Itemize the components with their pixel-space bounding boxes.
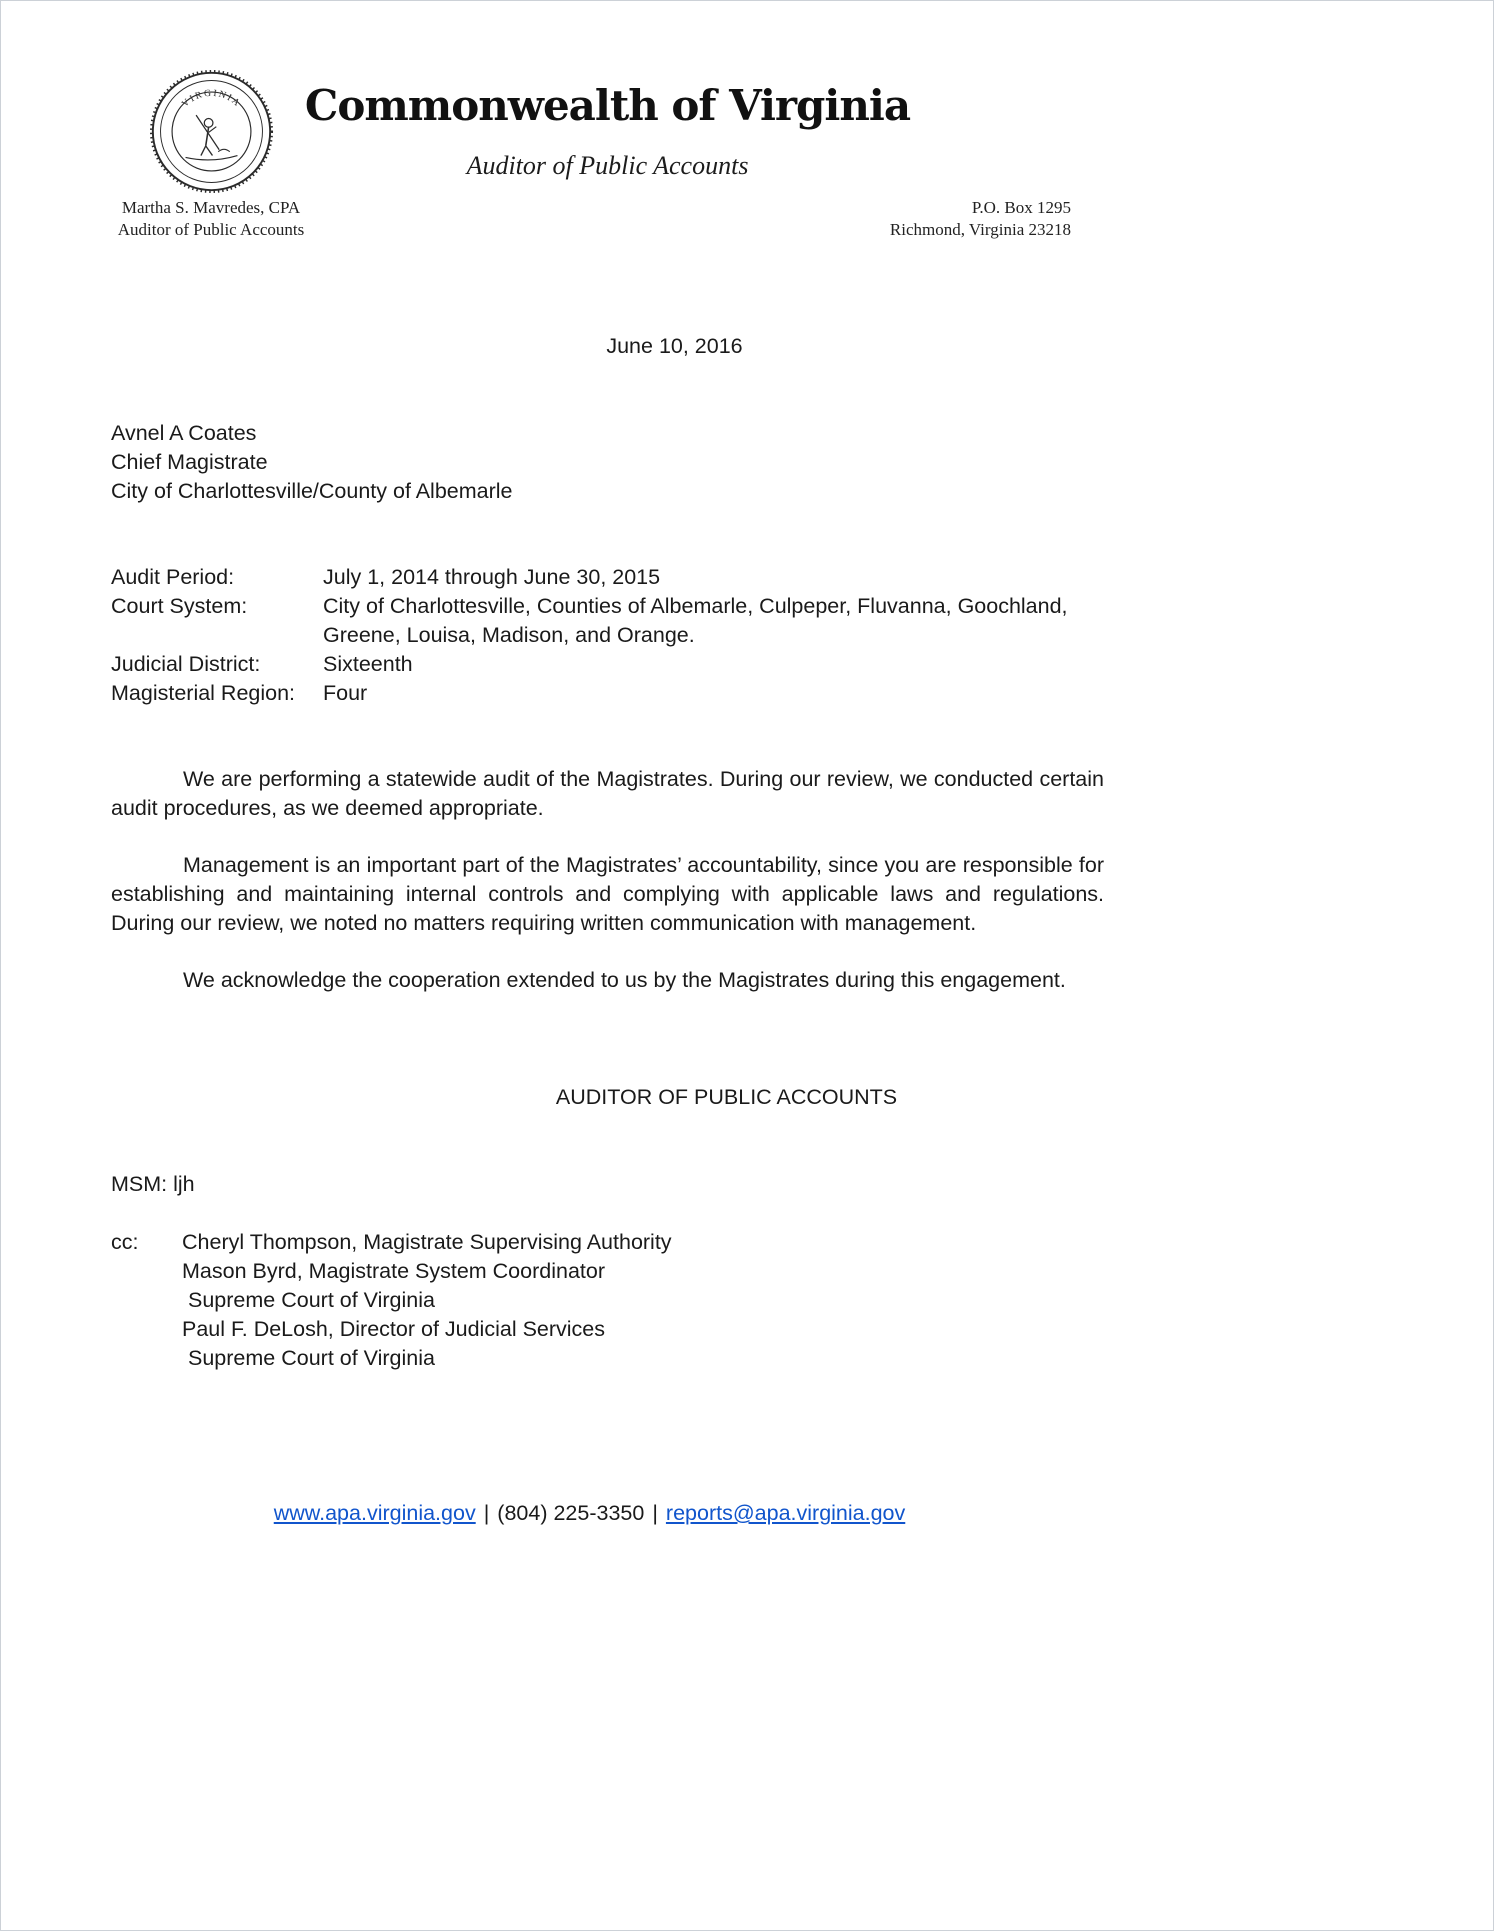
letter-date: June 10, 2016 <box>606 334 743 358</box>
footer-email-link[interactable]: reports@apa.virginia.gov <box>665 1501 906 1525</box>
body-paragraph-3: We acknowledge the cooperation extended to us by the Magistrates during this engagement. <box>183 968 1066 992</box>
footer-separator: | <box>652 1501 658 1525</box>
detail-label: Audit Period: <box>111 565 235 589</box>
detail-value: Sixteenth <box>323 652 413 676</box>
detail-label: Court System: <box>111 594 248 618</box>
body-paragraph-1: We are performing a statewide audit of the Magistrates. During our review, we conducted certain audit procedures, as we deemed appropriate. <box>111 767 1104 820</box>
recipient-name: Avnel A Coates <box>111 421 257 445</box>
recipient-title: Chief Magistrate <box>111 450 268 474</box>
footer-contact-line <box>111 1499 1104 1528</box>
seal-text: VIRGINIA <box>179 87 244 110</box>
detail-row-judicial-district <box>111 650 1104 679</box>
detail-value: July 1, 2014 through June 30, 2015 <box>323 565 661 589</box>
official-name: Martha S. Mavredes, CPA <box>121 198 301 217</box>
cc-entry: Cheryl Thompson, Magistrate Supervising Authority <box>182 1230 672 1254</box>
official-title: Auditor of Public Accounts <box>117 220 305 239</box>
audit-details-block <box>111 563 1104 708</box>
recipient-block <box>111 419 1104 506</box>
footer-phone: (804) 225-3350 <box>497 1501 645 1525</box>
detail-value: Four <box>323 681 368 705</box>
cc-entry: Paul F. DeLosh, Director of Judicial Services <box>182 1317 606 1341</box>
cc-entry: Supreme Court of Virginia <box>188 1346 435 1370</box>
recipient-jurisdiction: City of Charlottesville/County of Albemarle <box>111 479 513 503</box>
cc-label: cc: <box>111 1230 139 1254</box>
address-po-box: P.O. Box 1295 <box>971 198 1071 217</box>
address-city-state-zip: Richmond, Virginia 23218 <box>889 220 1071 239</box>
detail-row-audit-period <box>111 563 1104 592</box>
footer-website-link[interactable]: www.apa.virginia.gov <box>273 1501 476 1525</box>
cc-entry: Supreme Court of Virginia <box>188 1288 435 1312</box>
cc-entry: Mason Byrd, Magistrate System Coordinator <box>182 1259 605 1283</box>
body-paragraph-2: Management is an important part of the Magistrates’ accountability, since you are responsible for establishing and maintaining internal controls and complying with applicable laws and regulations. During our review, we noted no matters requiring written communication with management. <box>111 853 1104 935</box>
letterhead-title: Commonwealth of Virginia <box>304 81 911 130</box>
letter-body <box>1 1 1494 1528</box>
letterhead-subtitle: Auditor of Public Accounts <box>466 151 749 180</box>
footer-separator: | <box>483 1501 490 1525</box>
detail-label: Judicial District: <box>111 652 261 676</box>
cc-block <box>111 1228 1104 1373</box>
detail-value: City of Charlottesville, Counties of Albemarle, Culpeper, Fluvanna, Goochland, Greene, Louisa, Madison, and Orange. <box>323 594 1068 647</box>
reference-initials: MSM: ljh <box>111 1172 195 1196</box>
signature-organization: AUDITOR OF PUBLIC ACCOUNTS <box>555 1085 898 1109</box>
detail-row-magisterial-region <box>111 679 1104 708</box>
detail-label: Magisterial Region: <box>111 681 296 705</box>
detail-row-court-system <box>111 592 1104 650</box>
cc-list <box>182 1228 1104 1373</box>
